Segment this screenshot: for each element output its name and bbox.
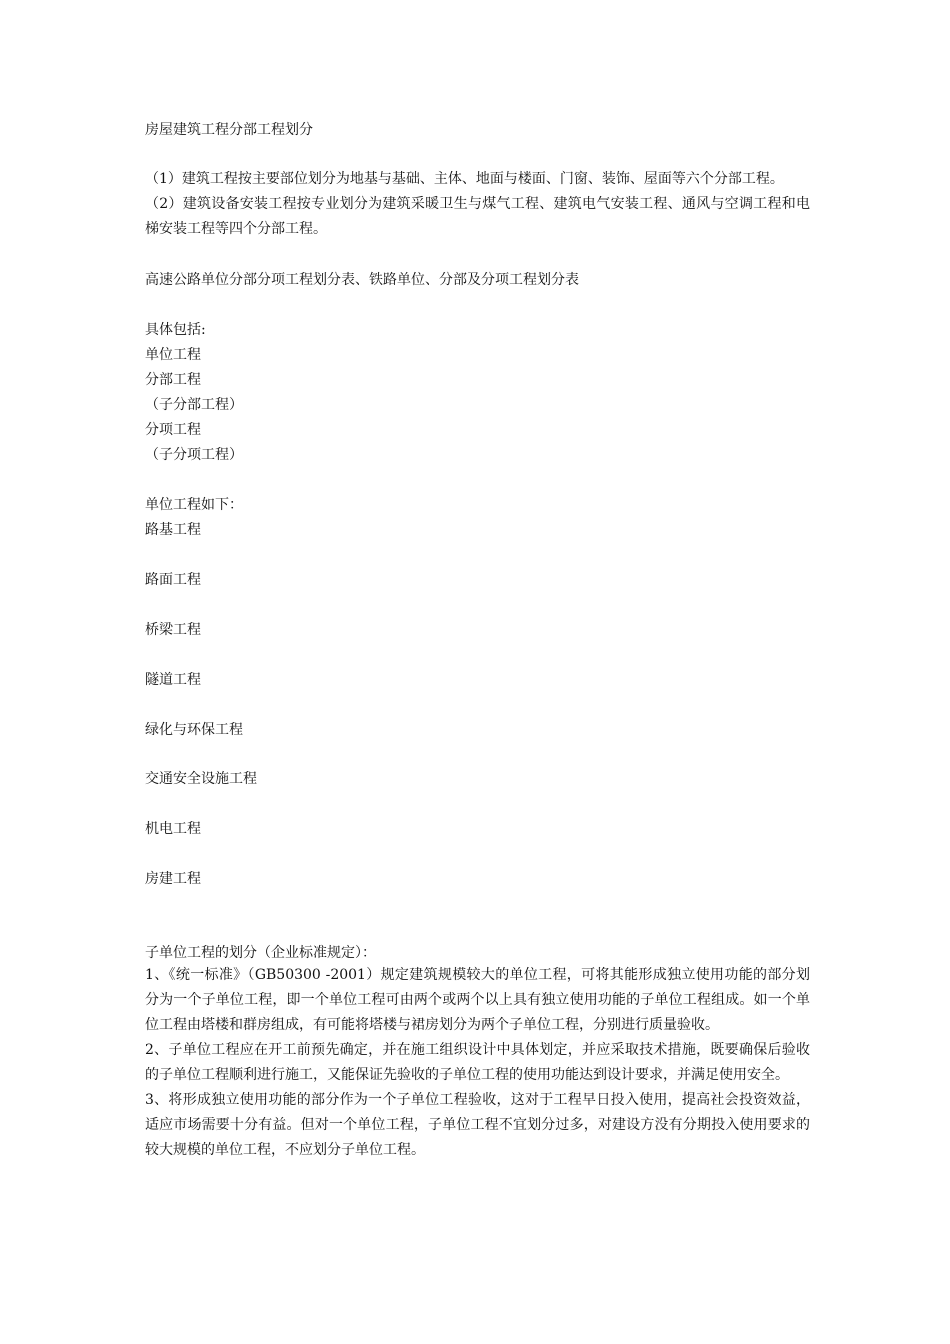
building-item-1: （1）建筑工程按主要部位划分为地基与基础、主体、地面与楼面、门窗、装饰、屋面等六个分部工程。 bbox=[145, 171, 784, 187]
unit-item: 路基工程 bbox=[145, 522, 201, 538]
unit-item: 绿化与环保工程 bbox=[145, 722, 243, 738]
section-title-subunit: 子单位工程的划分（企业标准规定）： bbox=[145, 945, 376, 961]
includes-intro: 具体包括: bbox=[145, 322, 206, 338]
document-page bbox=[145, 0, 810, 1344]
subunit-paragraph-3: 3、将形成独立使用功能的部分作为一个子单位工程验收，这对于工程早日投入使用，提高社会投资效益，适应市场需要十分有益。但对一个单位工程，子单位工程不宜划分过多，对建设方没有分期投入使用要求的较大规模的单位工程，不应划分子单位工程。 bbox=[145, 1092, 810, 1158]
section-title-building: 房屋建筑工程分部工程划分 bbox=[145, 122, 313, 138]
subunit-paragraph-2: 2、子单位工程应在开工前预先确定，并在施工组织设计中具体划定，并应采取技术措施，既要确保后验收的子单位工程顺利进行施工，又能保证先验收的子单位工程的使用功能达到设计要求，并满足使用安全。 bbox=[145, 1042, 810, 1083]
subunit-paragraph-1: 1、《统一标准》（GB50300 -2001）规定建筑规模较大的单位工程，可将其能形成独立使用功能的部分划分为一个子单位工程，即一个单位工程可由两个或两个以上具有独立使用功能的子单位工程组成。如一个单位工程由塔楼和群房组成，有可能将塔楼与裙房划分为两个子单位工程，分别进行质量验收。 bbox=[145, 967, 810, 1033]
level-item: （子分部工程） bbox=[145, 397, 243, 413]
section-title-highway: 高速公路单位分部分项工程划分表、铁路单位、分部及分项工程划分表 bbox=[145, 272, 579, 288]
level-item: 单位工程 bbox=[145, 347, 201, 363]
level-item: 分项工程 bbox=[145, 422, 201, 438]
unit-item: 桥梁工程 bbox=[145, 622, 201, 638]
level-item: 分部工程 bbox=[145, 372, 201, 388]
unit-item: 隧道工程 bbox=[145, 672, 201, 688]
units-intro: 单位工程如下： bbox=[145, 497, 243, 513]
unit-item: 房建工程 bbox=[145, 871, 201, 887]
unit-item: 路面工程 bbox=[145, 572, 201, 588]
building-item-2: （2）建筑设备安装工程按专业划分为建筑采暖卫生与煤气工程、建筑电气安装工程、通风与空调工程和电梯安装工程等四个分部工程。 bbox=[145, 196, 810, 237]
unit-item: 交通安全设施工程 bbox=[145, 771, 257, 787]
level-item: （子分项工程） bbox=[145, 447, 243, 463]
unit-item: 机电工程 bbox=[145, 821, 201, 837]
